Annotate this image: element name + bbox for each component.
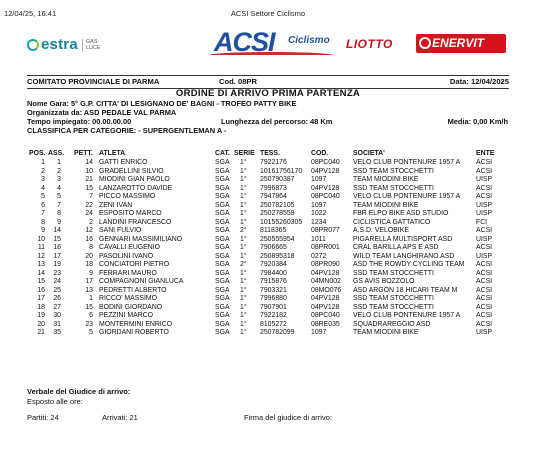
col-societa: SOCIETA' [353, 150, 385, 157]
cell-cod: 1097 [311, 201, 327, 209]
col-cod: COD. [311, 150, 329, 157]
cell-ass: 23 [53, 269, 61, 277]
cell-ass: 8 [57, 210, 61, 217]
cell-serie: 1° [240, 235, 247, 243]
cell-tess: 250555954 [260, 235, 295, 243]
cell-pos: 6 [41, 201, 45, 209]
cell-tess: 250790387 [260, 176, 295, 183]
col-atleta: ATLETA [99, 150, 126, 157]
cell-pett: 24 [85, 210, 93, 217]
cell-atleta: GRADELLINI SILVIO [99, 167, 164, 175]
acsi-ciclismo: Ciclismo [288, 35, 330, 46]
cell-cat: SGA [215, 329, 230, 336]
cell-pett: 22 [85, 201, 93, 209]
cell-ente: ACSI [476, 261, 493, 268]
cell-pos: 7 [41, 210, 45, 217]
cell-cod: 08PR090 [311, 261, 340, 268]
cell-ass: 5 [57, 193, 61, 200]
cell-tess: 10155260305 [260, 218, 303, 226]
cell-pos: 14 [37, 269, 45, 277]
cell-cat: SGA [215, 312, 230, 319]
cell-atleta: MIODINI GIAN PAOLO [99, 176, 170, 183]
cell-tess: 7996880 [260, 295, 287, 302]
cell-cat: SGA [215, 167, 230, 175]
cell-ente: UISP [476, 252, 493, 260]
cell-pos: 4 [41, 184, 45, 192]
comitato-bar [27, 76, 509, 88]
cell-pett: 20 [85, 252, 93, 260]
cell-ente: UISP [476, 235, 493, 243]
cell-societa: SQUADRAREGGIO ASD [353, 320, 431, 328]
cell-ass: 27 [53, 303, 61, 311]
cell-ass: 2 [57, 167, 61, 175]
cell-atleta: GATTI ENRICO [99, 159, 148, 166]
cell-pett: 2 [89, 218, 93, 226]
cell-serie: 1° [240, 303, 247, 311]
cell-pett: 18 [85, 261, 93, 268]
cell-serie: 1° [240, 244, 247, 251]
cell-societa: SSD TEAM STOCCHETTI [353, 295, 434, 302]
cell-tess: 7920384 [260, 261, 287, 268]
cell-pos: 2 [41, 167, 45, 175]
cell-tess: 10161756170 [260, 167, 303, 175]
cell-atleta: LANDINI FRANCESCO [99, 218, 172, 226]
estra-sub-gas: GAS [85, 38, 98, 45]
col-pett: PETT. [74, 150, 93, 157]
cell-cod: 08RE035 [311, 320, 340, 328]
cell-cat: SGA [215, 252, 230, 260]
cell-pett: 14 [85, 159, 93, 166]
cell-societa: VELO CLUB PONTENURE 1957 A [353, 312, 461, 319]
cell-pos: 1 [41, 159, 45, 166]
cell-societa: TEAM MIODINI BIKE [353, 329, 419, 336]
cell-tess: 7947864 [260, 193, 287, 200]
cell-atleta: MONTERMINI ENRICO [99, 320, 173, 328]
cell-serie: 1° [240, 193, 247, 200]
cell-pett: 12 [85, 227, 93, 234]
cell-atleta: PICCO MASSIMO [99, 193, 156, 200]
cell-tess: 7906665 [260, 244, 287, 251]
cell-cod: 04PV128 [311, 295, 340, 302]
col-cat: CAT. [215, 150, 230, 157]
print-title: ACSI Settore Ciclismo [230, 9, 306, 18]
cell-ente: UISP [476, 329, 493, 336]
cell-cod: 1011 [311, 235, 326, 243]
cell-pos: 11 [37, 244, 45, 251]
cell-societa: CICLISTICA GATTATICO [353, 218, 431, 226]
cell-atleta: PEZZINI MARCO [99, 312, 153, 319]
cell-cod: 08PR001 [311, 244, 340, 251]
col-pos: POS. [29, 150, 46, 157]
cell-ente: ACSI [476, 312, 493, 319]
cell-societa: SSD TEAM STOCCHETTI [353, 184, 434, 192]
cell-pos: 10 [37, 235, 45, 243]
cell-cat: SGA [215, 184, 230, 192]
estra-word: estra [41, 36, 78, 53]
cell-serie: 1° [240, 269, 247, 277]
cell-atleta: CAVALLI EUGENIO [99, 244, 161, 251]
cell-societa: VELO CLUB PONTENURE 1957 A [353, 159, 461, 166]
cell-cat: SGA [215, 159, 230, 166]
cell-pos: 3 [41, 176, 45, 183]
classifica: CLASSIFICA PER CATEGORIE: - SUPERGENTLEMAN A - [27, 126, 227, 135]
cell-cat: SGA [215, 295, 230, 302]
cell-cat: SGA [215, 320, 230, 328]
cell-cod: 04PV128 [311, 184, 340, 192]
estra-mark-icon [27, 39, 39, 51]
firma-giudice: Firma del giudice di arrivo: [244, 413, 332, 422]
cell-pett: 1 [89, 295, 93, 302]
cell-societa: SSD TEAM STOCCHETTI [353, 269, 434, 277]
cell-serie: 1° [240, 312, 247, 319]
cell-societa: CRAL BARILLA APS E ASD [353, 244, 439, 251]
cell-cat: SGA [215, 227, 230, 234]
cell-serie: 1° [240, 320, 247, 328]
cell-serie: 1° [240, 184, 247, 192]
col-ass: ASS. [48, 150, 65, 157]
cell-serie: 1° [240, 201, 247, 209]
cell-tess: 7984400 [260, 269, 287, 277]
cell-pett: 5 [89, 329, 93, 336]
cell-tess: 7903321 [260, 286, 287, 294]
cell-pett: 7 [89, 193, 93, 200]
cell-atleta: ESPOSITO MARCO [99, 210, 162, 217]
cell-pett: 21 [85, 176, 93, 183]
cell-serie: 1° [240, 329, 247, 336]
verbale-label: Verbale del Giudice di arrivo: [27, 387, 131, 396]
cell-cat: SGA [215, 210, 230, 217]
enervit-ring-icon [419, 37, 431, 49]
cell-ass: 1 [57, 159, 61, 166]
cell-societa: PIGARELLA MULTISPORT ASD [353, 235, 453, 243]
cell-societa: FBR ELPO BIKE ASD STUDIO [353, 210, 449, 217]
cell-cod: 1022 [311, 210, 327, 217]
cell-cat: SGA [215, 201, 230, 209]
table-row [27, 329, 509, 338]
esposto-label: Esposto alle ore: [27, 397, 83, 406]
cell-pos: 15 [37, 278, 45, 285]
estra-sub-luce: LUCE [85, 44, 101, 51]
cell-ente: ACSI [476, 269, 493, 277]
cell-pett: 15 [85, 184, 93, 192]
acsi-swoosh-icon [210, 52, 332, 58]
cell-ass: 14 [53, 227, 61, 234]
cell-cod: 1234 [311, 218, 327, 226]
cell-pos: 9 [41, 227, 45, 234]
cell-atleta: PEDRETTI ALBERTO [99, 286, 167, 294]
cell-cod: 08PC040 [311, 159, 340, 166]
cell-ente: ACSI [476, 167, 493, 175]
cell-atleta: CONCIATORI PIETRO [99, 261, 170, 268]
enervit-word: ENERVIT [432, 36, 485, 50]
cell-serie: 1° [240, 176, 247, 183]
cod-comitato: Cod. 08PR [219, 77, 257, 86]
cell-serie: 2° [240, 227, 247, 234]
organizzata: Organizzata da: ASD PEDALE VAL PARMA [27, 108, 177, 117]
table-header [27, 150, 509, 159]
arrivati: Arrivati: 21 [102, 413, 138, 422]
cell-serie: 1° [240, 278, 247, 285]
page-title: ORDINE DI ARRIVO PRIMA PARTENZA [175, 88, 361, 99]
cell-ass: 15 [53, 235, 61, 243]
cell-ass: 4 [57, 184, 61, 192]
cell-tess: 7996873 [260, 184, 287, 192]
cell-societa: GS AVIS BOZZOLO [353, 278, 415, 285]
cell-pett: 9 [89, 269, 93, 277]
cell-cat: SGA [215, 278, 230, 285]
cell-cat: SGA [215, 261, 230, 268]
tempo-impiegato: Tempo impiegato: 00.00.00.00 [27, 117, 132, 126]
cell-serie: 1° [240, 210, 247, 217]
cell-cat: SGA [215, 176, 230, 183]
cell-atleta: ZENI IVAN [99, 201, 133, 209]
cell-societa: A.S.D. VELOBIKE [353, 227, 409, 234]
cell-ente: UISP [476, 176, 493, 183]
cell-ente: UISP [476, 210, 493, 217]
cell-atleta: BODINI GIORDANO [99, 303, 163, 311]
liotto-logo: LIOTTO [346, 37, 393, 51]
cell-pos: 12 [37, 252, 45, 260]
cell-cod: 08MO076 [311, 286, 342, 294]
cell-societa: TEAM MIODINI BIKE [353, 201, 419, 209]
cell-cat: SGA [215, 303, 230, 311]
cell-pos: 18 [37, 303, 45, 311]
cell-ass: 16 [53, 244, 61, 251]
cell-cat: SGA [215, 218, 230, 226]
cell-atleta: LANZAROTTO DAVIDE [99, 184, 173, 192]
cell-cat: SGA [215, 193, 230, 200]
cell-ass: 19 [53, 261, 61, 268]
cell-ass: 25 [53, 286, 61, 294]
cell-pett: 23 [85, 320, 93, 328]
cell-cod: 08PR077 [311, 227, 340, 234]
cell-ass: 9 [57, 218, 61, 226]
cell-atleta: GENNARI MASSIMILIANO [99, 235, 183, 243]
cell-pos: 20 [37, 320, 45, 328]
cell-pos: 16 [37, 286, 45, 294]
cell-cat: SGA [215, 269, 230, 277]
cell-atleta: RICCO' MASSIMO [99, 295, 157, 302]
cell-societa: SSD TEAM STOCCHETTI [353, 167, 434, 175]
acsi-word: ACSI [214, 27, 275, 57]
cell-tess: 7922182 [260, 312, 287, 319]
cell-atleta: GIORDANI ROBERTO [99, 329, 169, 336]
cell-ass: 31 [53, 320, 61, 328]
cell-pett: 6 [89, 312, 93, 319]
cell-cod: 04PV128 [311, 303, 340, 311]
cell-societa: SSD TEAM STOCCHETTI [353, 303, 434, 311]
cell-tess: 250895318 [260, 252, 295, 260]
cell-societa: ASD ARGON 18 HICARI TEAM M [353, 286, 458, 294]
cell-ente: ACSI [476, 278, 493, 285]
cell-serie: 1° [240, 295, 247, 302]
cell-cod: 08PC040 [311, 193, 340, 200]
cell-serie: 2° [240, 261, 247, 268]
cell-ente: ACSI [476, 244, 493, 251]
cell-tess: 250782099 [260, 329, 295, 336]
cell-pett: 16 [85, 235, 93, 243]
cell-pett: 17 [85, 278, 93, 285]
cell-ente: ACSI [476, 227, 493, 234]
cell-pos: 19 [37, 312, 45, 319]
cell-cod: 08PC040 [311, 312, 340, 319]
cell-cod: 0272 [311, 252, 327, 260]
cell-pett: 15 [85, 303, 93, 311]
cell-atleta: SANI FULVIO [99, 227, 142, 234]
cell-cod: 1097 [311, 176, 327, 183]
cell-cod: 04PV128 [311, 269, 340, 277]
col-serie: SERIE [234, 150, 255, 157]
cell-societa: VELO CLUB PONTENURE 1957 A [353, 193, 461, 200]
partiti: Partiti: 24 [27, 413, 59, 422]
cell-ente: ACSI [476, 295, 493, 302]
cell-cod: 1097 [311, 329, 327, 336]
cell-serie: 1° [240, 218, 247, 226]
cell-ass: 26 [53, 295, 61, 302]
cell-tess: 250782105 [260, 201, 295, 209]
cell-ente: ACSI [476, 303, 493, 311]
cell-cat: SGA [215, 235, 230, 243]
cell-serie: 1° [240, 159, 247, 166]
cell-pos: 17 [37, 295, 45, 302]
cell-tess: 8105272 [260, 320, 287, 328]
cell-cod: 04MN002 [311, 278, 341, 285]
cell-pos: 5 [41, 193, 45, 200]
cell-cat: SGA [215, 244, 230, 251]
cell-serie: 1° [240, 252, 247, 260]
cell-societa: ASD THE ROWDY CYCLING TEAM [353, 261, 465, 268]
cell-societa: TEAM MIODINI BIKE [353, 176, 419, 183]
cell-tess: 7922176 [260, 159, 287, 166]
cell-ente: ACSI [476, 320, 493, 328]
col-ente: ENTE [476, 150, 495, 157]
cell-tess: 7915876 [260, 278, 287, 285]
data-gara: Data: 12/04/2025 [449, 77, 509, 86]
estra-sub [82, 39, 101, 51]
cell-ass: 7 [57, 201, 61, 209]
cell-atleta: FERRARI MAURO [99, 269, 157, 277]
cell-pett: 10 [85, 167, 93, 175]
cell-ente: ACSI [476, 159, 493, 166]
cell-ass: 30 [53, 312, 61, 319]
cell-ass: 24 [53, 278, 61, 285]
cell-ente: ACSI [476, 286, 493, 294]
cell-atleta: COMPAGNONI GIANLUCA [99, 278, 184, 285]
cell-cod: 04PV128 [311, 167, 340, 175]
cell-pett: 8 [89, 244, 93, 251]
cell-ente: UISP [476, 201, 493, 209]
estra-logo [27, 36, 101, 53]
cell-ass: 17 [53, 252, 61, 260]
sponsor-logos [0, 26, 536, 66]
cell-tess: 8118365 [260, 227, 287, 234]
cell-tess: 7907901 [260, 303, 287, 311]
enervit-logo [416, 34, 506, 53]
cell-serie: 1° [240, 167, 247, 175]
cell-pett: 13 [85, 286, 93, 294]
col-tess: TESS. [260, 150, 280, 157]
comitato: COMITATO PROVINCIALE DI PARMA [27, 77, 160, 86]
cell-pos: 13 [37, 261, 45, 268]
cell-ente: ACSI [476, 193, 493, 200]
cell-atleta: PASOLINI IVANO [99, 252, 154, 260]
cell-tess: 250278559 [260, 210, 295, 217]
cell-ente: FCI [476, 218, 488, 226]
cell-serie: 1° [240, 286, 247, 294]
lunghezza-percorso: Lunghezza del percorso: 48 Km [221, 117, 333, 126]
cell-societa: WILD TEAM LANGHIRANO ASD [353, 252, 455, 260]
cell-pos: 8 [41, 218, 45, 226]
cell-cat: SGA [215, 286, 230, 294]
cell-ass: 3 [57, 176, 61, 183]
nome-gara: Nome Gara: 5° G.P. CITTA' DI LESIGNANO DE' BAGNI - TROFEO PATTY BIKE [27, 99, 297, 108]
cell-pos: 21 [37, 329, 45, 336]
acsi-logo [208, 26, 336, 64]
cell-ass: 35 [53, 329, 61, 336]
cell-ente: ACSI [476, 184, 493, 192]
media: Media: 0,00 Km/h [447, 117, 508, 126]
print-timestamp: 12/04/25, 16:41 [4, 9, 57, 18]
